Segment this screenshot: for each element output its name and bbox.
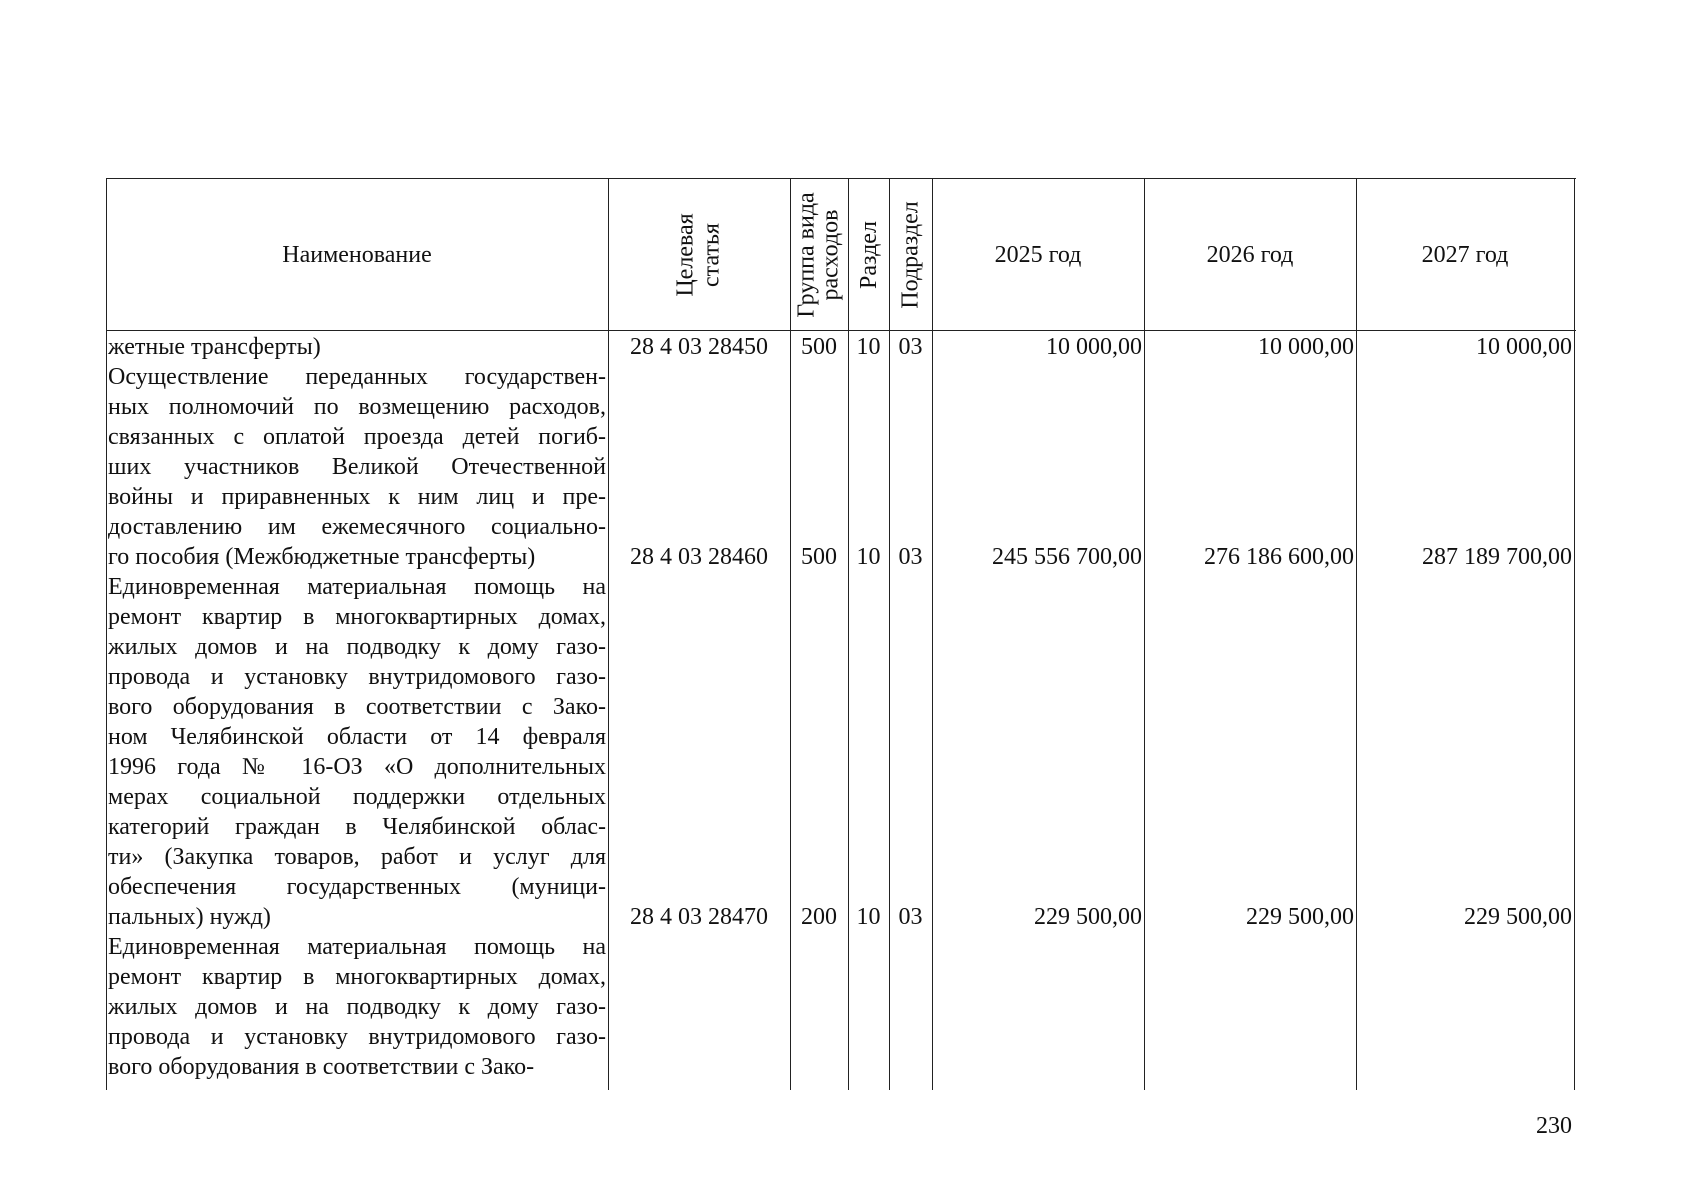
header-section-text: Раздел: [855, 221, 882, 289]
cell-section: 10: [856, 334, 881, 360]
cell-code: 28 4 03 28450: [630, 334, 768, 360]
header-line: расходов: [818, 209, 844, 301]
cell-subsection: 03: [898, 904, 923, 930]
cell-v2027: 287 189 700,00: [1422, 544, 1572, 570]
header-subsection: [889, 178, 932, 332]
header-expense-group: [790, 178, 848, 332]
description-line: войны и приравненных к ним лиц и пре-: [108, 484, 606, 510]
cell-v2026: 276 186 600,00: [1204, 544, 1354, 570]
description-line: го пособия (Межбюджетные трансферты): [108, 544, 536, 570]
table-row: [106, 932, 1576, 1082]
description-line: пальных) нужд): [108, 904, 271, 930]
description-line: обеспечения государственных (муници-: [108, 874, 606, 900]
header-2027: [1356, 178, 1574, 332]
description-line: жилых домов и на подводку к дому газо-: [108, 994, 606, 1020]
description-line: связанных с оплатой проезда детей погиб-: [108, 424, 606, 450]
description-line: 1996 года № 16-ОЗ «О дополнительных: [108, 754, 606, 780]
description-line: Осуществление переданных государствен-: [108, 364, 606, 390]
cell-subsection: 03: [898, 334, 923, 360]
cell-section: 10: [856, 544, 881, 570]
description-line: ных полномочий по возмещению расходов,: [108, 394, 606, 420]
header-line: статья: [698, 223, 725, 287]
description-line: Единовременная материальная помощь на: [108, 574, 606, 600]
description-line: ном Челябинской области от 14 февраля: [108, 724, 606, 750]
description-line: категорий граждан в Челябинской облас-: [108, 814, 606, 840]
description-line: доставлению им ежемесячного социально-: [108, 514, 606, 540]
cell-group: 200: [801, 904, 837, 930]
description-line: ти» (Закупка товаров, работ и услуг для: [108, 844, 606, 870]
description-line: жилых домов и на подводку к дому газо-: [108, 634, 606, 660]
description-line: провода и установку внутридомового газо-: [108, 664, 606, 690]
page-number: 230: [1536, 1113, 1572, 1139]
cell-code: 28 4 03 28460: [630, 544, 768, 570]
table-row: [106, 572, 1576, 932]
header-target-article-text: [673, 213, 725, 296]
cell-v2025: 229 500,00: [1034, 904, 1142, 930]
header-2026-text: 2026 год: [1206, 241, 1294, 268]
row-description: [106, 932, 606, 1082]
cell-v2025: 245 556 700,00: [992, 544, 1142, 570]
table-row: [106, 362, 1576, 572]
cell-v2026: 10 000,00: [1258, 334, 1354, 360]
header-line: Целевая: [672, 213, 699, 297]
header-line: Группа вида: [794, 192, 820, 318]
cell-v2026: 229 500,00: [1246, 904, 1354, 930]
header-2025-text: 2025 год: [994, 241, 1082, 268]
header-2026: [1144, 178, 1356, 332]
header-2027-text: 2027 год: [1421, 241, 1509, 268]
cell-group: 500: [801, 334, 837, 360]
header-subsection-text: Подраздел: [897, 201, 924, 309]
row-description: [106, 362, 606, 572]
cell-v2025: 10 000,00: [1046, 334, 1142, 360]
description-line: ремонт квартир в многоквартирных домах,: [108, 964, 606, 990]
header-2025: [932, 178, 1144, 332]
cell-v2027: 10 000,00: [1476, 334, 1572, 360]
description-line: Единовременная материальная помощь на: [108, 934, 606, 960]
description-line: жетные трансферты): [108, 334, 321, 360]
description-line: вого оборудования в соответствии с Зако-: [108, 1054, 535, 1080]
cell-v2027: 229 500,00: [1464, 904, 1572, 930]
header-name-text: Наименование: [282, 241, 432, 268]
header-section: [848, 178, 889, 332]
row-description: [106, 332, 606, 362]
header-name: [106, 178, 608, 332]
cell-code: 28 4 03 28470: [630, 904, 768, 930]
header-target-article: [608, 178, 790, 332]
cell-subsection: 03: [898, 544, 923, 570]
description-line: мерах социальной поддержки отдельных: [108, 784, 606, 810]
row-description: [106, 572, 606, 932]
cell-group: 500: [801, 544, 837, 570]
budget-table: [106, 178, 1576, 1090]
description-line: вого оборудования в соответствии с Зако-: [108, 694, 606, 720]
description-line: провода и установку внутридомового газо-: [108, 1024, 606, 1050]
table-row: [106, 332, 1576, 362]
cell-section: 10: [856, 904, 881, 930]
header-expense-group-text: [795, 192, 843, 317]
description-line: ремонт квартир в многоквартирных домах,: [108, 604, 606, 630]
description-line: ших участников Великой Отечественной: [108, 454, 606, 480]
